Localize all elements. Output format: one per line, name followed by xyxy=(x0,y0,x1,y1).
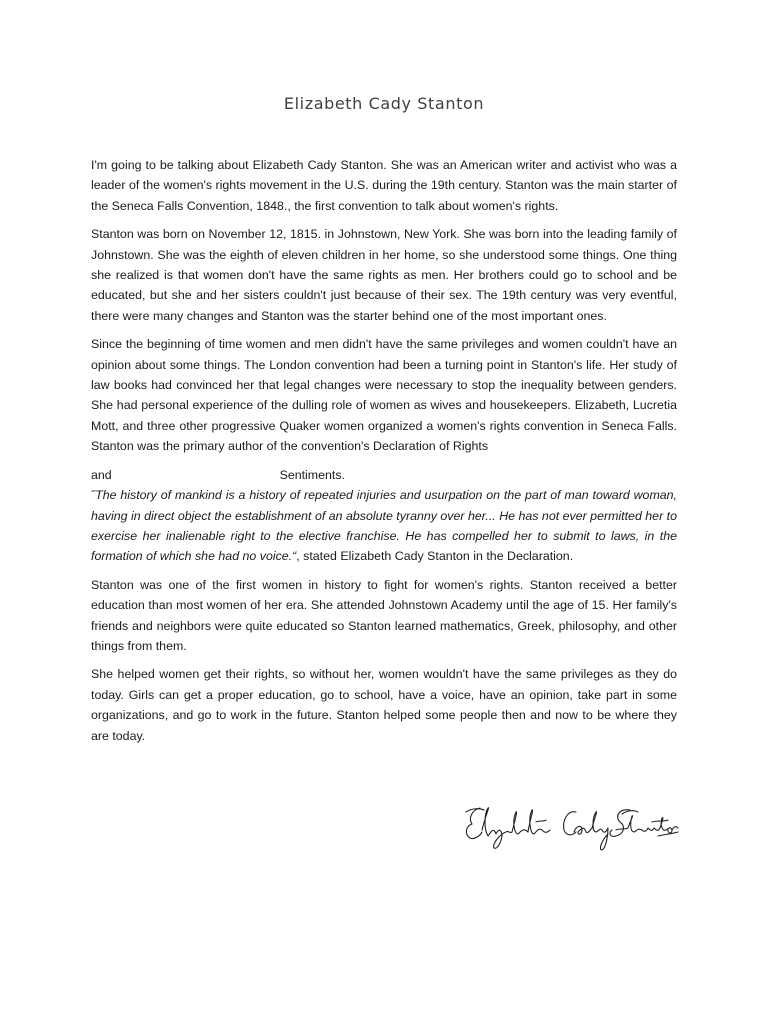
declaration-quote xyxy=(91,485,677,567)
signature-drawing xyxy=(458,800,680,856)
paragraph-intro: I'm going to be talking about Elizabeth Cady Stanton. She was an American writer and activist who was a leader of the women's rights movement in the U.S. during the 19th century. Stanton was the main starter of the Seneca Falls Convention, 1848., the first convention to talk about women's rights. xyxy=(91,158,677,213)
paragraph-birth: Stanton was born on November 12, 1815. in Johnstown, New York. She was born into the leading family of Johnstown. She was the eighth of eleven children in her home, so she understood some things. One thing she realized is that women don't have the same rights as men. Her brothers could go to school and be educated, but she and her sisters couldn't just because of their sex. The 19th century was very eventful, there were many changes and Stanton was the starter behind one of the most important ones. xyxy=(91,227,677,323)
paragraph-conclusion: She helped women get their rights, so without her, women wouldn't have the same privileges as they do today. Girls can get a proper education, go to school, have a voice, have an opinion, take part in some organizations, and go to work in the future. Stanton helped some people then and now to be where they are today. xyxy=(91,667,677,743)
quote-attribution: , stated Elizabeth Cady Stanton in the Declaration. xyxy=(296,549,574,564)
word-and: and xyxy=(91,467,112,482)
word-sentiments: Sentiments. xyxy=(279,467,345,482)
document-title: Elizabeth Cady Stanton xyxy=(283,94,485,113)
quote-text: ˝The history of mankind is a history of repeated injuries and usurpation on the part of man toward woman, having in direct object the establishment of an absolute tyranny over her... He has not ever permitted her to exercise her inalienable right to the elective franchise. He has compelled her to submit to laws, in the formation of which she had no voice.“ xyxy=(91,488,677,564)
paragraph-rights-continuation xyxy=(91,465,345,485)
paragraph-rights: Since the beginning of time women and men didn't have the same privileges and women couldn't have an opinion about some things. The London convention had been a turning point in Stanton's life. Her study of law books had convinced her that legal changes were necessary to stop the inequality between genders. She had personal experience of the dulling role of women as wives and housekeepers. Elizabeth, Lucretia Mott, and three other progressive Quaker women organized a women's rights convention in Seneca Falls. Stanton was the primary author of the convention's Declaration of Rights xyxy=(91,337,677,454)
handwritten-signature xyxy=(458,800,680,856)
paragraph-education: Stanton was one of the first women in history to fight for women's rights. Stanton received a better education than most women of her era. She attended Johnstown Academy until the age of 15. Her family's friends and neighbors were quite educated so Stanton learned mathematics, Greek, philosophy, and other things from them. xyxy=(91,577,677,653)
document-body xyxy=(91,155,677,754)
